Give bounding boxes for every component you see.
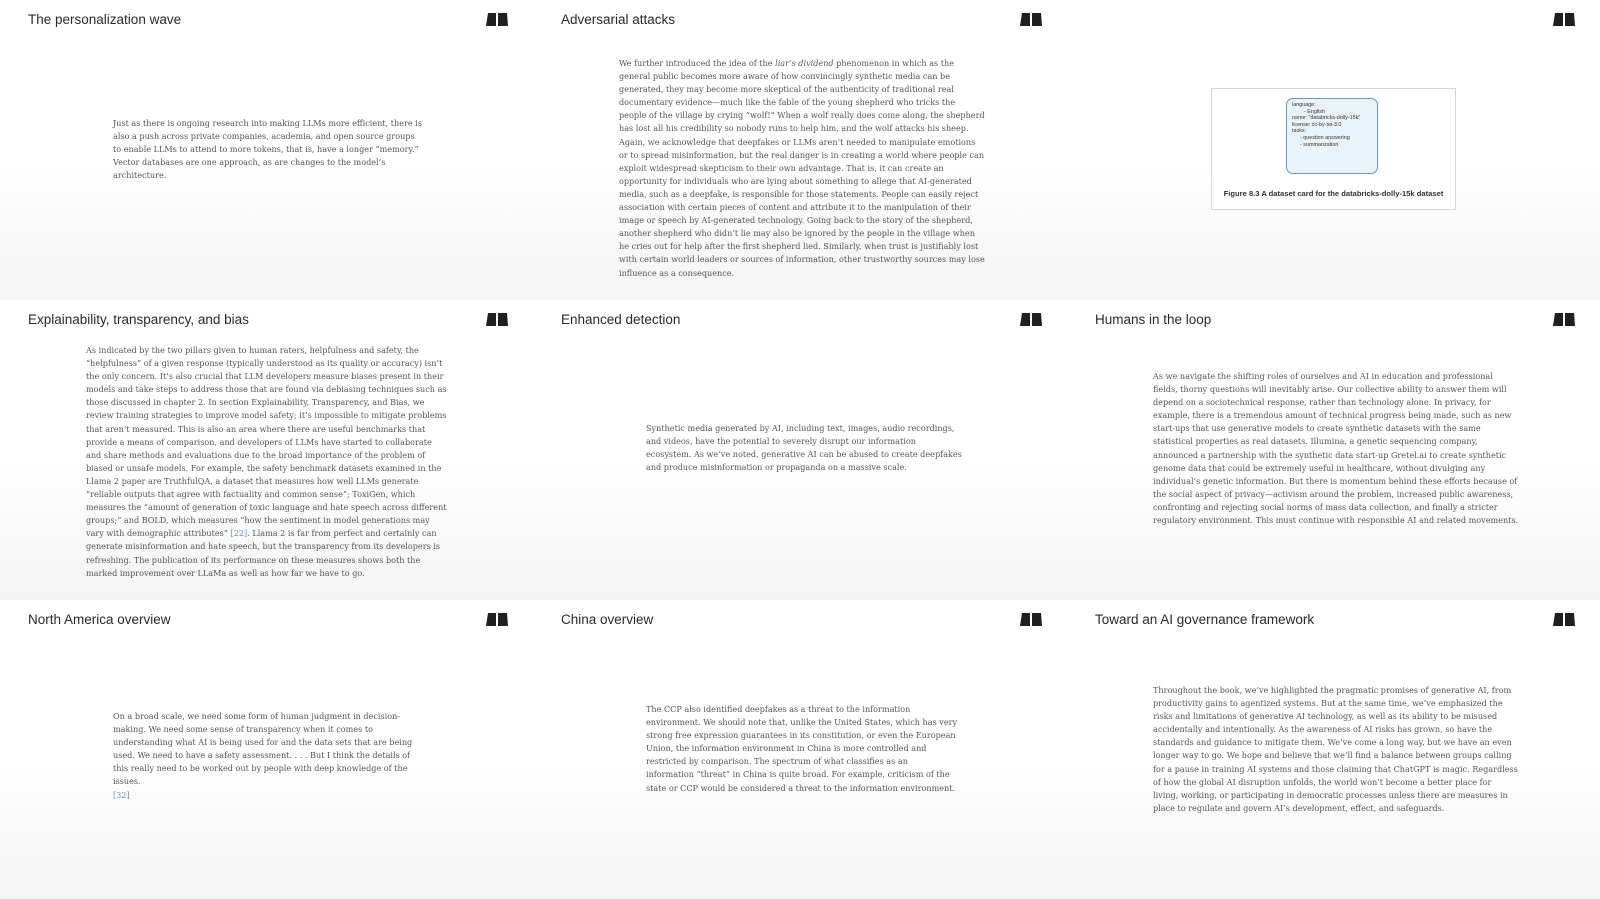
figure-caption: Figure 8.3 A dataset card for the databricks-dolly-15k dataset [1223, 189, 1444, 198]
figure-line: language: [1292, 102, 1316, 108]
highlight-excerpt: Throughout the book, we’ve highlighted the pragmatic promises of generative AI, from productivity gains to agentized systems. But at the same time, we’ve emphasized the risks and limitations of generative AI technology, as well as its ability to be misused accidentally and intentionally. As the awareness of AI risks has grown, so have the standards and guidance to mitigate them. We’ve come a long way, but we have an even longer way to go. We hope and believe that we’ll find a balance between groups calling for a pause in training AI systems and those claiming that ChatGPT is magic. Regardless of how the global AI disruption unfolds, the world won’t become a better place for living, working, or participating in democratic processes unless there are measures in place to regulate and govern AI’s development, effect, and safeguards. [1153, 685, 1518, 813]
highlight-excerpt: The CCP also identified deepfakes as a threat to the information environment. We should note that, unlike the United States, which has very strong free expression guarantees in its constitution, or even the European Union, the information environment in China is more controlled and restricted by comparison. The spectrum of what classifies as an information “threat” in China is quite broad. For example, criticism of the state or CCP would be considered a threat to the information environment. [646, 704, 958, 793]
book-icon[interactable] [485, 612, 509, 627]
book-icon[interactable] [1552, 12, 1576, 27]
highlight-card-ai-governance[interactable] [1067, 600, 1600, 899]
highlight-card-north-america[interactable] [0, 600, 533, 899]
highlight-card-humans-in-the-loop[interactable] [1067, 300, 1600, 600]
book-icon[interactable] [1552, 312, 1576, 327]
highlight-card-figure[interactable] [1067, 0, 1600, 300]
figure-frame [1211, 88, 1456, 210]
book-icon[interactable] [1552, 612, 1576, 627]
book-icon[interactable] [1019, 312, 1043, 327]
excerpt-text: As indicated by the two pillars given to human raters, helpfulness and safety, the “helpfulness” of a given response (typically understood as its quality or accuracy) isn’t the only concern. It’s also crucial that LLM developers measure biases present in their models and take steps to address those that are found via debiasing techniques such as those discussed in chapter 2. In section Explainability, Transparency, and Bias, we review training strategies to improve model safety; it’s impossible to mitigate problems that aren’t measured. This is also an area where there are useful benchmarks that provide a means of comparison, and developers of LLMs have started to collaborate and share methods and evaluations due to the broad importance of the problem of biased or unsafe models. For example, the safety benchmark datasets examined in the Llama 2 paper are TruthfulQA, a dataset that measures how well LLMs generate “reliable outputs that agree with factuality and common sense”; ToxiGen, which measures the “amount of generation of toxic language and hate speech across different groups;” and BOLD, which measures “how the sentiment in model generations may vary with demographic attributes” [86, 345, 447, 539]
highlight-card-china-overview[interactable] [533, 600, 1067, 899]
figure-line: license: cc-by-sa-3.0 [1292, 121, 1342, 128]
excerpt-text: phenomenon in which as the general public becomes more aware of how convincingly synthetic media can be generated, they may become more skeptical of the authenticity of traditional real documentary evidence—much like the fable of the young shepherd who tricks the people of the village by crying “wolf!” When a wolf really does come along, the shepherd has lost all his credibility so nobody runs to help him, and the wolf attacks his sheep. Again, we acknowledge that deepfakes or LLMs aren’t needed to manipulate emotions or to spread misinformation, but the real danger is in creating a world where people can exploit widespread skepticism to their own advantage. That is, it can create an opportunity for individuals who are lying about something to allege that AI-generated media, such as a deepfake, is responsible for those statements. People can easily reject association with certain pieces of content and attribute it to the manipulation of their image or speech by AI-generated technology. Going back to the story of the shepherd, another shepherd who didn’t lie may also be ignored by the people in the village when he cries out for help after the first shepherd lied. Similarly, when trust is justifiably lost with certain world leaders or sources of information, other trustworthy sources may lose influence as a consequence. [619, 58, 985, 278]
highlight-excerpt [113, 710, 423, 802]
excerpt-emphasis: liar’s dividend [775, 58, 834, 68]
card-title: Toward an AI governance framework [1095, 612, 1315, 627]
card-title: China overview [561, 612, 654, 627]
highlight-card-explainability[interactable] [0, 300, 533, 600]
highlight-excerpt [86, 344, 448, 580]
card-title: Adversarial attacks [561, 12, 676, 27]
highlight-excerpt: As we navigate the shifting roles of ourselves and AI in education and professional fields, thorny questions will inevitably arise. Our collective ability to answer them will depend on a sociotechnical response, rather than technology alone. In privacy, for example, there is a tremendous amount of technical progress being made, such as new start-ups that use generative models to create synthetic datasets with the same statistical properties as real datasets. Illumina, a genetic sequencing company, announced a partnership with the synthetic data start-up Gretel.ai to create synthetic genome data that could be extremely useful in healthcare, without divulging any individual’s genetic information. But there is momentum behind these efforts because of the social aspect of privacy—activism around the problem, increased public awareness, confronting and rejecting social norms of mass data collection, and finally a stricter regulatory environment. This must continue with responsible AI and related movements. [1153, 371, 1519, 526]
highlight-card-enhanced-detection[interactable] [533, 300, 1067, 600]
figure-line: - summarization [1300, 141, 1339, 148]
figure-line: - English [1304, 108, 1325, 115]
card-title: The personalization wave [28, 12, 182, 27]
card-title: Explainability, transparency, and bias [28, 312, 249, 327]
highlight-card-personalization-wave[interactable] [0, 0, 533, 300]
book-icon[interactable] [1019, 612, 1043, 627]
card-title: Enhanced detection [561, 312, 681, 327]
highlight-excerpt: Just as there is ongoing research into making LLMs more efficient, there is also a push across private companies, academia, and open source groups to enable LLMs to attend to more tokens, that is, have a longer “memory.” Vector databases are one approach, as are changes to the model’s architecture. [113, 118, 422, 181]
card-title: North America overview [28, 612, 171, 627]
book-icon[interactable] [485, 12, 509, 27]
figure-line: - question answering [1300, 134, 1350, 141]
book-icon[interactable] [1019, 12, 1043, 27]
figure-line: name: "databricks-dolly-15k" [1292, 115, 1361, 122]
citation-link[interactable]: [32] [113, 789, 130, 800]
dataset-card-image [1286, 98, 1378, 174]
book-icon[interactable] [485, 312, 509, 327]
figure-line: tasks: [1292, 128, 1307, 135]
highlight-excerpt [619, 57, 985, 280]
highlight-card-adversarial-attacks[interactable] [533, 0, 1067, 300]
card-title: Humans in the loop [1095, 312, 1212, 327]
highlight-excerpt: Synthetic media generated by AI, including text, images, audio recordings, and videos, have the potential to severely disrupt our information ecosystem. As we’ve noted, generative AI can be abused to create deepfakes and produce misinformation or propaganda on a massive scale. [646, 423, 962, 473]
excerpt-text: We further introduced the idea of the [619, 58, 776, 68]
citation-link[interactable]: [22] [230, 528, 248, 539]
excerpt-text: . Llama 2 is far from perfect and certainly can generate misinformation and hate speech, but the transparency from its developers is refreshing. The publication of its performance on these measures shows both the marked improvement over LLaMa as well as how far we have to go. [86, 528, 441, 578]
excerpt-text: On a broad scale, we need some form of human judgment in decision-making. We need some sense of transparency when it comes to understanding what AI is being used for and the data sets that are being used. We need to have a safety assessment. . . . But I think the details of this really need to be worked out by people with deep knowledge of the issues. [113, 711, 413, 787]
